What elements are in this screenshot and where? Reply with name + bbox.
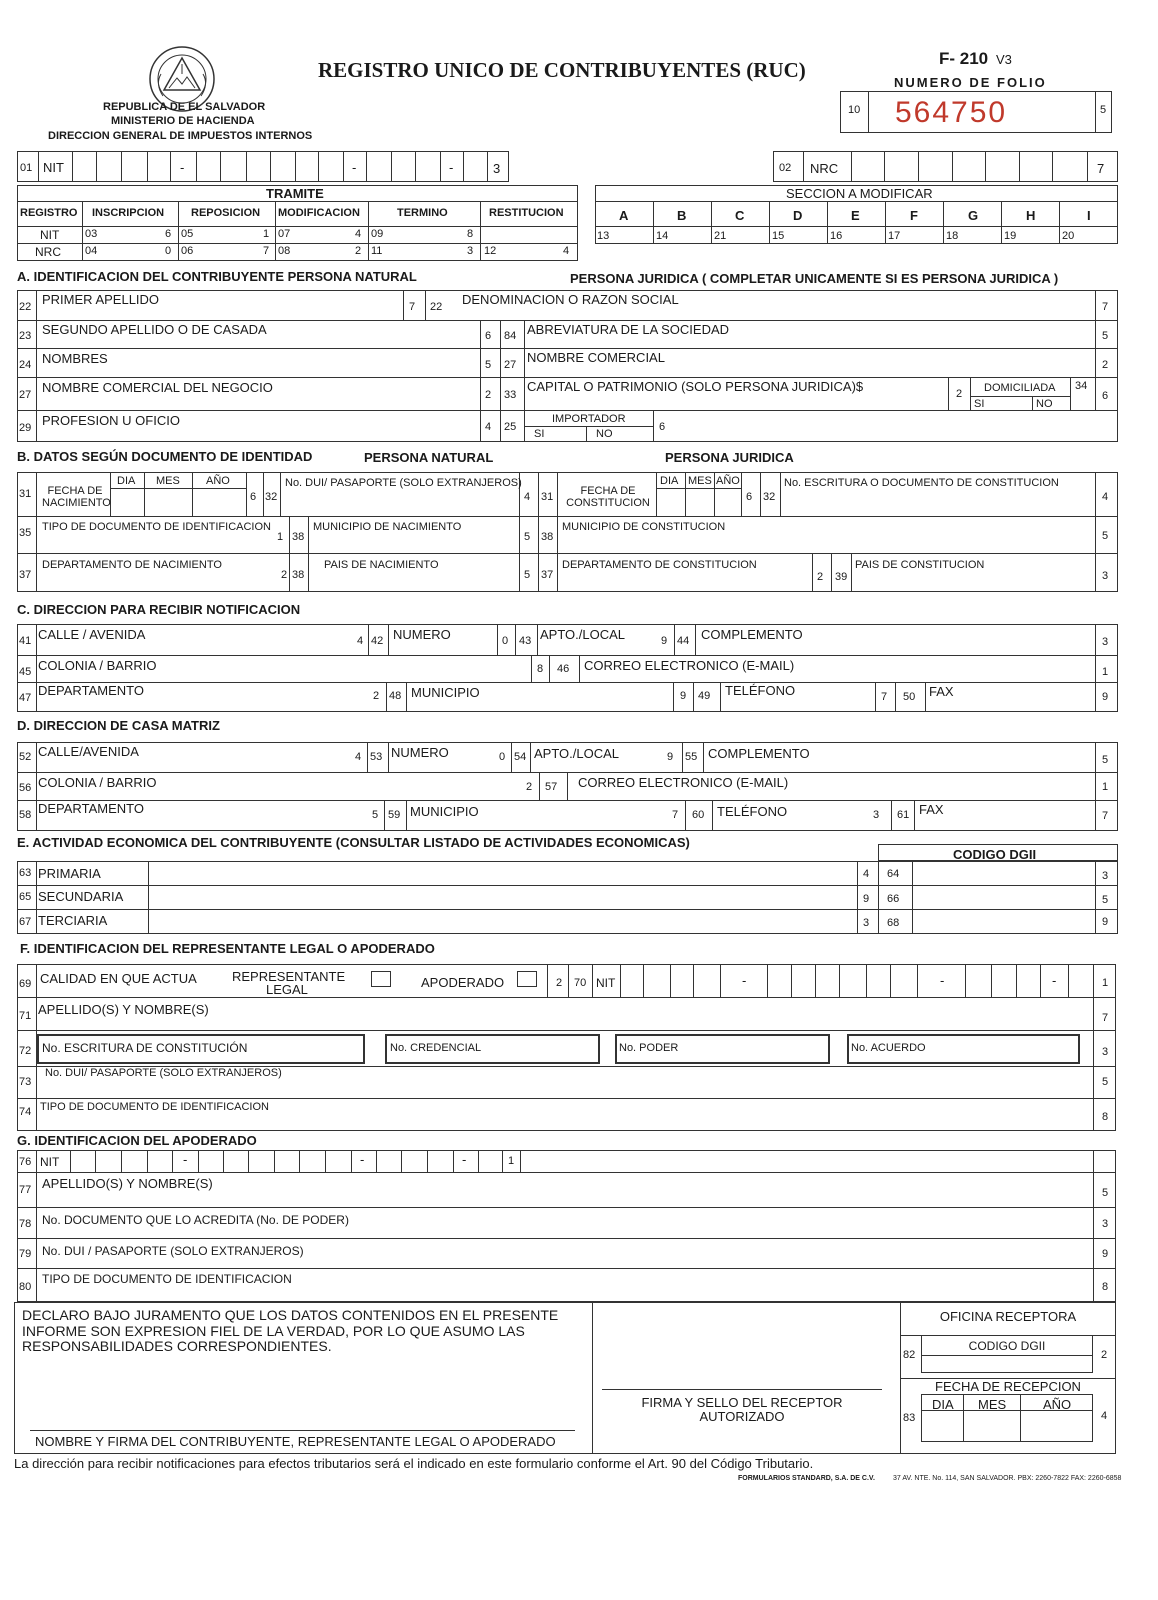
org-line-2: MINISTERIO DE HACIENDA [111,115,255,127]
casa-matriz-complemento-label: COMPLEMENTO [708,746,810,761]
municipio-nacimiento-label: MUNICIPIO DE NACIMIENTO [313,521,462,533]
actividad-secundaria-label: SECUNDARIA [38,889,124,904]
domiciliada-no[interactable]: NO [1036,398,1053,410]
importador-label: IMPORTADOR [552,413,626,425]
nit-label: NIT [43,160,64,175]
capital-label: CAPITAL O PATRIMONIO (SOLO PERSONA JURIDICA)$ [527,379,864,394]
profesion-label: PROFESION U OFICIO [42,413,180,428]
contribuyente-signature-line[interactable] [30,1430,575,1431]
section-c-title: C. DIRECCION PARA RECIBIR NOTIFICACION [17,602,301,617]
section-a-juridica-title: PERSONA JURIDICA ( COMPLETAR UNICAMENTE SI ES PERSONA JURIDICA ) [570,271,1059,286]
org-line-1: REPUBLICA DE EL SALVADOR [103,101,266,113]
primer-apellido-label: PRIMER APELLIDO [42,292,160,307]
segundo-apellido-label: SEGUNDO APELLIDO O DE CASADA [42,322,267,337]
receptor-signature-label-1: FIRMA Y SELLO DEL RECEPTOR [641,1395,843,1410]
folio-label: NUMERO DE FOLIO [894,75,1047,90]
casa-matriz-colonia-label: COLONIA / BARRIO [38,775,157,790]
nit-field[interactable] [17,151,509,182]
colonia-barrio-label: COLONIA / BARRIO [38,658,157,673]
departamento-label: DEPARTAMENTO [38,683,144,698]
form-id: F- 210 [939,49,989,68]
tipo-documento-label: TIPO DE DOCUMENTO DE IDENTIFICACION [42,521,271,533]
codigo-dgii-header: CODIGO DGII [953,847,1037,862]
representante-tipo-doc-label: TIPO DE DOCUMENTO DE IDENTIFICACION [40,1101,269,1113]
declaration-line-3: RESPONSABILIDADES CORRESPONDIENTES. [22,1338,332,1354]
domiciliada-si[interactable]: SI [974,398,985,410]
nombres-label: NOMBRES [42,351,108,366]
section-e-table [17,861,1118,934]
escritura-constitucion-label: No. ESCRITURA O DOCUMENTO DE CONSTITUCION [784,477,1059,489]
apoderado-dui-label: No. DUI / PASAPORTE (SOLO EXTRANJEROS) [42,1244,304,1258]
ruc-form-page: REGISTRO UNICO DE CONTRIBUYENTES (RUC) F- 210 V3 NUMERO DE FOLIO 10 564750 5 REPUBLICA DE EL SALVADOR MINISTERIO DE HACIENDA DIRECCION GENERAL DE IMPUESTOS INTERNOS 01 NIT - - - 3 02 NRC 7 TRAMITE REGISTRO INSCRIPCION REPOSICION MODIFICACION TERMINO RESTITUCION NIT 03 6 05 1 07 4 09 8 NRC 04 0 06 7 08 2 11 3 12 4 SECCION A MODIFICAR A B C D E F G H I 13 14 21 15 16 17 18 19 20 A. IDENTIFICACION DEL CONTRIBUYENTE PERSONA NATURAL PERSONA JURIDICA ( COMPLETAR UNICAMENTE SI ES PERSONA JURIDICA ) 22 PRIMER APELLIDO 7 22 DENOMINACION O RAZON SOCIAL 7 23 SEGUNDO APELLIDO O DE CASADA 6 84 ABREVIATURA DE LA SOCIEDAD 5 24 NOMBRES 5 27 NOMBRE COMERCIAL 2 27 NOMBRE COMERCIAL DEL NEGOCIO 2 33 CAPITAL O PATRIMONIO (SOLO PERSONA JURIDICA)$ 2 DOMICILIADA 34 SI NO 6 29 PROFESION U OFICIO 4 25 IMPORTADOR SI NO 6 B. DATOS SEGÚN DOCUMENTO DE IDENTIDAD PERSONA NATURAL PERSONA JURIDICA 31 FECHA DE NACIMIENTO DIA MES AÑO 6 32 No. DUI/ PASAPORTE (SOLO EXTRANJEROS) 4 31 FECHA DE CONSTITUCION DIA MES AÑO 6 32 No. ESCRITURA O DOCUMENTO DE CONSTITUCION 4 35 TIPO DE DOCUMENTO DE IDENTIFICACION 1 38 MUNICIPIO DE NACIMIENTO 5 38 MUNICIPIO DE CONSTITUCION 5 37 DEPARTAMENTO DE NACIMIENTO 2 38 PAIS DE NACIMIENTO 5 37 DEPARTAMENTO DE CONSTITUCION 2 39 PAIS DE CONSTITUCION 3 C. DIRECCION PARA RECIBIR NOTIFICACION 41 CALLE / AVENIDA 4 42 NUMERO 0 43 APTO./LOCAL 9 44 COMPLEMENTO 3 45 COLONIA / BARRIO 8 46 CORREO ELECTRONICO (E-MAIL) 1 47 DEPARTAMENTO 2 48 MUNICIPIO 9 49 TELÉFONO 7 50 FAX 9 D. DIRECCION DE CASA MATRIZ 52 CALLE/AVENIDA 4 53 NUMERO 0 54 APTO./LOCAL 9 55 COMPLEMENTO 5 56 COLONIA / BARRIO 2 57 CORREO ELECTRONICO (E-MAIL) 1 58 DEPARTAMENTO 5 59 MUNICIPIO 7 60 TELÉFONO 3 61 FAX 7 E. ACTIVIDAD ECONOMICA DEL CONTRIBUYENTE (CONSULTAR LISTADO DE ACTIVIDADES ECONOMICAS) CODIGO DGII 63 PRIMARIA 4 64 3 65 SECUNDARIA 9 66 5 67 TERCIARIA 3 68 9 F. IDENTIFICACION DEL REPRESENTANTE LEGAL O APODERADO 69 CALIDAD EN QUE ACTUA REPRESENTANTE LEGAL APODERADO 2 70 NIT - - - 1 71 APELLIDO(S) Y NOMBRE(S) 7 72 No. ESCRITURA DE CONSTITUCIÓN No. CREDENCIAL No. PODER No. ACUERDO 3 73 No. DUI/ PASAPORTE (SOLO EXTRANJEROS) 5 74 TIPO DE DOCUMENTO DE IDENTIFICACION 8 G. IDENTIFICACION DEL APODERADO 76 NIT - - - 1 77 APELLIDO(S) Y NOMBRE(S) 5 78 No. DOCUMENTO QUE LO ACREDITA (No. DE PODER) 3 79 No. DUI / PASAPORTE (SOLO EXTRANJEROS) 9 80 TIPO DE DOCUMENTO DE IDENTIFICACION 8 DECLARO BAJO JURAMENTO QUE LOS DATOS CONTENIDOS EN EL PRESENTE INFORME SON EXPRESION FIEL DE LA VERDAD, POR LO QUE ASUMO LAS RESPONSABILIDADES CORRESPONDIENTES. NOMBRE Y FIRMA DEL CONTRIBUYENTE, REPRESENTANTE LEGAL O APODERADO FIRMA Y SELLO DEL RECEPTOR AUTORIZADO OFICINA RECEPTORA CODIGO DGII 82 2 FECHA DE RECEPCION DIA MES AÑO 83 4 La dirección para recibir notificaciones para efectos tributarios será el indicado en este formulario conforme el Art. 90 del Código Tributario. FORMULARIOS STANDARD, S.A. DE C.V. 37 AV. NTE. No. 114, SAN SALVADOR. PBX: 2260-7822 FAX: 2260-6858 [0,0,1158,1600]
tramite-title: TRAMITE [266,186,324,201]
numero-label: NUMERO [393,627,451,642]
codigo-dgii-label: CODIGO DGII [968,1339,1046,1353]
calidad-actua-label: CALIDAD EN QUE ACTUA [40,971,197,986]
section-d-title: D. DIRECCION DE CASA MATRIZ [17,718,220,733]
abreviatura-label: ABREVIATURA DE LA SOCIEDAD [527,322,730,337]
section-f-title: F. IDENTIFICACION DEL REPRESENTANTE LEGAL O APODERADO [20,941,435,956]
fecha-constitucion-label: FECHA DE CONSTITUCION [566,485,650,509]
casa-matriz-numero-label: NUMERO [391,745,449,760]
fax-label: FAX [929,684,954,699]
pais-constitucion-label: PAIS DE CONSTITUCION [855,559,985,571]
casa-matriz-fax-label: FAX [919,802,944,817]
apoderado-tipo-doc-label: TIPO DE DOCUMENTO DE IDENTIFICACION [42,1272,292,1286]
nrc-label: NRC [810,161,839,176]
form-title: REGISTRO UNICO DE CONTRIBUYENTES (RUC) [318,58,806,82]
domiciliada-label: DOMICILIADA [984,382,1056,394]
dui-label: No. DUI/ PASAPORTE (SOLO EXTRANJEROS) [285,477,522,489]
declaration-line-2: INFORME SON EXPRESION FIEL DE LA VERDAD, POR LO QUE ASUMO LAS [22,1323,525,1339]
casa-matriz-departamento-label: DEPARTAMENTO [38,801,144,816]
apto-local-label: APTO./LOCAL [540,627,626,642]
razon-social-label: DENOMINACION O RAZON SOCIAL [462,292,679,307]
apoderado-nit-label: NIT [40,1155,60,1169]
section-g-title: G. IDENTIFICACION DEL APODERADO [17,1133,257,1148]
declaration-line-1: DECLARO BAJO JURAMENTO QUE LOS DATOS CONTENIDOS EN EL PRESENTE [22,1307,559,1323]
casa-matriz-apto-label: APTO./LOCAL [534,746,620,761]
representante-nombre-label: APELLIDO(S) Y NOMBRE(S) [38,1002,209,1017]
municipio-constitucion-label: MUNICIPIO DE CONSTITUCION [562,521,726,533]
casa-matriz-calle-label: CALLE/AVENIDA [38,744,139,759]
casa-matriz-correo-label: CORREO ELECTRONICO (E-MAIL) [578,775,789,790]
section-e-title: E. ACTIVIDAD ECONOMICA DEL CONTRIBUYENTE (CONSULTAR LISTADO DE ACTIVIDADES ECONOMICAS) [17,835,690,850]
municipio-label: MUNICIPIO [411,685,480,700]
casa-matriz-municipio-label: MUNICIPIO [410,804,479,819]
folio-number: 564750 [895,96,1008,129]
legal-note: La dirección para recibir notificaciones para efectos tributarios será el indicado en este formulario conforme el Art. 90 del Código Tributario. [14,1456,814,1471]
apoderado-checkbox[interactable] [517,971,537,987]
documento-acredita-label: No. DOCUMENTO QUE LO ACREDITA (No. DE PODER) [42,1213,349,1227]
oficina-receptora-label: OFICINA RECEPTORA [939,1309,1077,1324]
nombre-comercial-negocio-label: NOMBRE COMERCIAL DEL NEGOCIO [42,380,273,395]
departamento-nacimiento-label: DEPARTAMENTO DE NACIMIENTO [42,559,222,571]
casa-matriz-telefono-label: TELÉFONO [717,804,788,819]
receptor-signature-label-2: AUTORIZADO [699,1409,785,1424]
section-a-title: A. IDENTIFICACION DEL CONTRIBUYENTE PERSONA NATURAL [17,269,417,284]
representante-nit-label: NIT [596,976,616,990]
printer-name: FORMULARIOS STANDARD, S.A. DE C.V. [738,1475,875,1482]
complemento-label: COMPLEMENTO [701,627,803,642]
fecha-recepcion-label: FECHA DE RECEPCION [935,1379,1081,1394]
departamento-constitucion-label: DEPARTAMENTO DE CONSTITUCION [562,559,757,571]
receptor-signature-line[interactable] [602,1389,882,1390]
importador-no[interactable]: NO [596,428,613,440]
representante-dui-label: No. DUI/ PASAPORTE (SOLO EXTRANJEROS) [45,1067,282,1079]
telefono-label: TELÉFONO [725,683,796,698]
actividad-primaria-label: PRIMARIA [38,866,101,881]
calle-avenida-label: CALLE / AVENIDA [38,627,146,642]
printer-address: 37 AV. NTE. No. 114, SAN SALVADOR. PBX: 2260-7822 FAX: 2260-6858 [893,1475,1122,1482]
pais-nacimiento-label: PAIS DE NACIMIENTO [324,559,439,571]
importador-si[interactable]: SI [534,428,545,440]
org-line-3: DIRECCION GENERAL DE IMPUESTOS INTERNOS [48,130,313,142]
actividad-terciaria-label: TERCIARIA [38,913,108,928]
representante-legal-checkbox[interactable] [371,971,391,987]
apoderado-nombre-label: APELLIDO(S) Y NOMBRE(S) [42,1176,213,1191]
section-b-title: B. DATOS SEGÚN DOCUMENTO DE IDENTIDAD [17,449,313,464]
form-version: V3 [996,52,1012,67]
nombre-comercial-label: NOMBRE COMERCIAL [527,350,665,365]
contribuyente-signature-label: NOMBRE Y FIRMA DEL CONTRIBUYENTE, REPRESENTANTE LEGAL O APODERADO [35,1434,556,1449]
correo-label: CORREO ELECTRONICO (E-MAIL) [584,658,795,673]
seccion-title: SECCION A MODIFICAR [786,186,933,201]
fecha-nacimiento-label: FECHA DE NACIMIENTO [42,485,111,509]
